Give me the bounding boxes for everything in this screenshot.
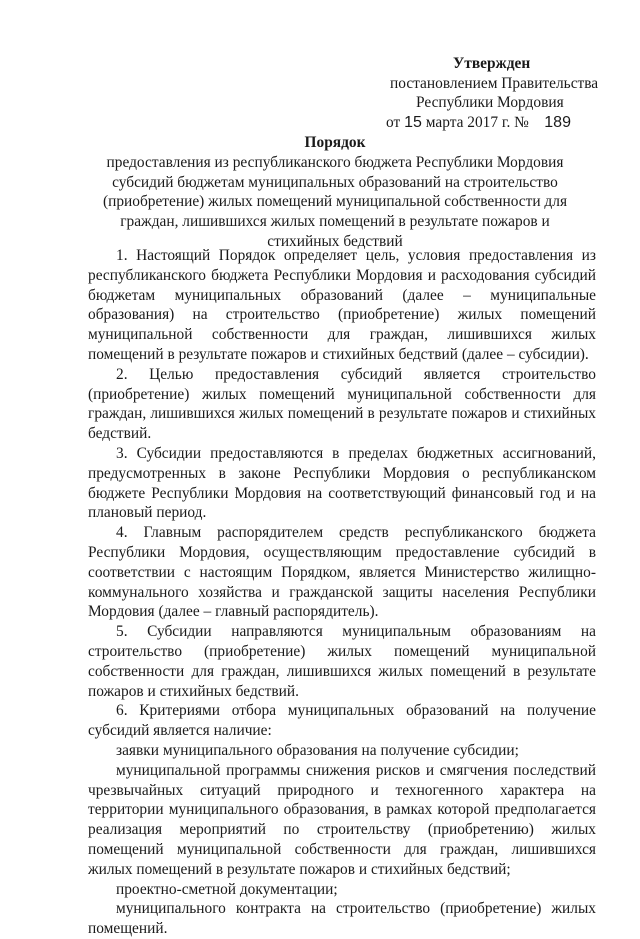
criteria-item: муниципального контракта на строительство (приобретение) жилых помещений. — [88, 900, 596, 938]
approval-line-2: Республики Мордовия — [416, 94, 564, 111]
approval-date-prefix: от — [386, 113, 401, 131]
approval-line-1: постановлением Правительства — [390, 74, 599, 92]
criteria-item: заявки муниципального образования на получение субсидии; — [116, 741, 519, 759]
paragraph-3: 3. Субсидии предоставляются в пределах бюджетных ассигнований, предусмотренных в законе Республики Мордовия о республиканском бюджете Республики Мордовия на соответствующий финансовый год и на плановый период. — [88, 444, 596, 522]
document-subtitle: предоставления из республиканского бюджета Республики Мордовия субсидий бюджетам муниципальных образований на строительство (приобретение) жилых помещений муниципальной собственности для граждан, лишившихся жилых помещений в результате пожаров и стихийных бедствий — [102, 153, 568, 250]
document-body — [88, 246, 596, 939]
criteria-item: проектно-сметной документации; — [116, 880, 338, 898]
paragraph-4: 4. Главным распорядителем средств республиканского бюджета Республики Мордовия, осуществляющим предоставление субсидий в соответствии с настоящим Порядком, является Министерство жилищно-коммунального хозяйства и гражданской защиты населения Республики Мордовия (далее – главный распорядитель). — [88, 524, 596, 621]
approval-date-line — [386, 113, 571, 133]
document-title: Порядок — [304, 134, 366, 151]
criteria-item: муниципальной программы снижения рисков и смягчения последствий чрезвычайных ситуаций природного и техногенного характера на территории муниципального образования, в рамках которой предполагается реализация мероприятий по строительству (приобретению) жилых помещений муниципальной собственности для граждан, лишившихся жилых помещений в результате пожаров и стихийных бедствий; — [88, 761, 596, 878]
document-heading — [96, 133, 574, 252]
approval-date-rest: марта 2017 г. № — [425, 113, 529, 131]
approval-number: 189 — [544, 113, 571, 131]
approval-date-day: 15 — [404, 113, 422, 131]
paragraph-6: 6. Критериями отбора муниципальных образований на получение субсидий является наличие: — [88, 702, 596, 740]
paragraph-5: 5. Субсидии направляются муниципальным образованиям на строительство (приобретение) жилых помещений муниципальной собственности для граждан, лишившихся жилых помещений в результате пожаров и стихийных бедствий. — [88, 623, 596, 700]
paragraph-2: 2. Целью предоставления субсидий является строительство (приобретение) жилых помещений муниципальной собственности для граждан, лишившихся жилых помещений в результате пожаров и стихийных бедствий. — [88, 365, 596, 443]
paragraph-1: 1. Настоящий Порядок определяет цель, условия предоставления из республиканского бюджета Республики Мордовия и расходования субсидий бюджетам муниципальных образований (далее – муниципальные образования) на строительство (приобретение) жилых помещений муниципальной собственности для граждан, лишившихся жилых помещений в результате пожаров и стихийных бедствий (далее – субсидии). — [88, 247, 596, 363]
approval-title: Утвержден — [453, 55, 531, 72]
approval-stamp — [385, 54, 610, 132]
